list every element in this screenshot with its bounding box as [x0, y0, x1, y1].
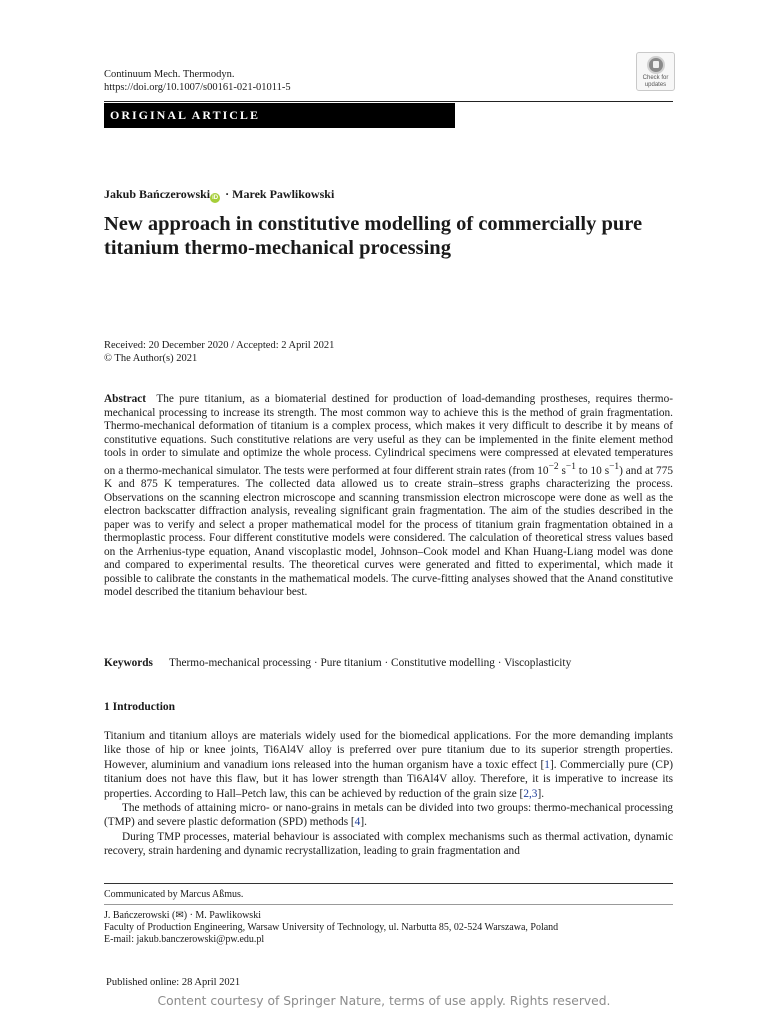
intro-paragraph-3: During TMP processes, material behaviour is associated with complex mechanisms such as thermal activation, dynamic recovery, strain hardening and dynamic recrystallization, leading to grain fragmentation and	[104, 830, 673, 858]
article-type-label: ORIGINAL ARTICLE	[110, 108, 260, 122]
citation-link[interactable]: 2,3	[523, 787, 538, 800]
author-1[interactable]: Jakub Bańczerowski	[104, 187, 211, 201]
citation-link[interactable]: 1	[544, 758, 550, 771]
affiliation-email[interactable]: E-mail: jakub.banczerowski@pw.edu.pl	[104, 934, 265, 945]
article-type-banner	[104, 103, 455, 128]
affiliation-rule	[104, 904, 673, 905]
affiliation-block	[104, 910, 558, 946]
introduction-body	[104, 729, 673, 859]
keywords-list: Thermo-mechanical processing · Pure titanium · Constitutive modelling · Viscoplasticity	[168, 657, 572, 669]
exponent-3: −1	[609, 461, 620, 472]
intro-paragraph-1	[104, 729, 673, 801]
journal-header	[104, 68, 291, 94]
footnote-rule	[104, 883, 673, 884]
author-2[interactable]: Marek Pawlikowski	[232, 187, 335, 201]
exponent-1: −2	[548, 461, 559, 472]
communicated-by: Communicated by Marcus Aßmus.	[104, 889, 244, 900]
copyright: © The Author(s) 2021	[104, 353, 198, 364]
abstract-text-3: to 10 s	[575, 464, 610, 477]
bookmark-icon	[647, 56, 665, 74]
orcid-icon[interactable]: iD	[212, 195, 219, 201]
check-for-updates-badge[interactable]	[636, 52, 675, 91]
keywords	[104, 657, 673, 669]
intro-paragraph-2	[104, 801, 673, 830]
author-line	[104, 187, 334, 203]
article-dates	[104, 339, 334, 365]
badge-line2: updates	[644, 81, 667, 88]
exponent-2: −1	[565, 461, 576, 472]
article-title: New approach in constitutive modelling of commercially pure titanium thermo-mechanical processing	[104, 213, 643, 259]
citation-link[interactable]: 4	[354, 816, 361, 829]
intro-p1-text-c: ].	[537, 787, 545, 800]
intro-p2-text-a: The methods of attaining micro- or nano-grains in metals can be divided into two groups: thermo-mechanical processing (TMP) and severe plastic deformation (SPD) methods [	[104, 802, 673, 829]
published-online: Published online: 28 April 2021	[106, 977, 241, 988]
courtesy-watermark: Content courtesy of Springer Nature, terms of use apply. Rights reserved.	[157, 994, 611, 1008]
abstract-text-1: The pure titanium, as a biomaterial destined for production of load-demanding prostheses, requires thermo-mechanical processing to increase its strength. The most common way to achieve this is the method of grain fragmentation. Thermo-mechanical deformation of titanium is a complex process, which makes it very difficult to describe it by means of constitutive equations. Such constitutive relations are very useful as they can be implemented in the finite element method tools in order to simulate and optimize the whole process. Cylindrical specimens were compressed at elevated temperatures on a thermo-mechanical simulator. The tests were performed at four different strain rates (from 10	[104, 393, 673, 477]
abstract-text-4: ) and at 775 K and 875 K temperatures. The collected data allowed us to create strain–stress graphs characterizing the process. Observations on the scanning electron microscope and scanning transmission electron microscope were done as well as the electron backscatter diffraction analysis, revealing significant grain fragmentation. The aim of the studies described in the paper was to verify and select a proper mathematical model for the process of titanium grain fragmentation obtained in a thermoplastic process. Four different constitutive models were considered. The calculation of theoretical stress values based on the Arrhenius-type equation, Anand viscoplastic model, Johnson–Cook model and Khan Huang-Liang model was done and compared to experimental results. The theoretical curves were generated and fitted to experimental, which made it possible to calibrate the constants in the mathematical models. The curve-fitting analyses showed that the Anand constitutive model described the titanium behaviour best.	[104, 464, 674, 599]
received-accepted: Received: 20 December 2020 / Accepted: 2 April 2021	[104, 340, 335, 351]
affiliation-institution: Faculty of Production Engineering, Warsaw University of Technology, ul. Narbutta 85, 02-524 Warszawa, Poland	[104, 922, 559, 933]
doi-link[interactable]: https://doi.org/10.1007/s00161-021-01011-5	[104, 82, 291, 93]
badge-line1: Check for	[642, 75, 669, 81]
abstract-label: Abstract	[104, 393, 147, 405]
author-separator: ·	[225, 187, 230, 201]
intro-p2-text-b: ].	[360, 816, 367, 829]
journal-name: Continuum Mech. Thermodyn.	[104, 69, 235, 80]
abstract-text-2: s	[558, 464, 566, 477]
section-heading-introduction: 1 Introduction	[104, 701, 176, 713]
keywords-label: Keywords	[104, 657, 153, 669]
affiliation-authors: J. Bańczerowski (✉) · M. Pawlikowski	[104, 910, 261, 921]
intro-p1-text-b: ]. Commercially pure (CP) titanium does not have this flaw, but it has lower strength than Ti6Al4V alloy. Therefore, it is imperative to increase its properties. According to Hall–Petch law, this can be achieved by reduction of the grain size [	[104, 758, 674, 800]
header-rule	[104, 101, 673, 102]
abstract	[104, 393, 673, 600]
intro-p1-text-a: Titanium and titanium alloys are materials widely used for the biomedical applications. For the more demanding implants like those of hip or knee joints, Ti6Al4V alloy is preferred over pure titanium due to its superior strength properties. However, aluminium and vanadium ions released into the human organism have a toxic effect [	[104, 730, 673, 771]
